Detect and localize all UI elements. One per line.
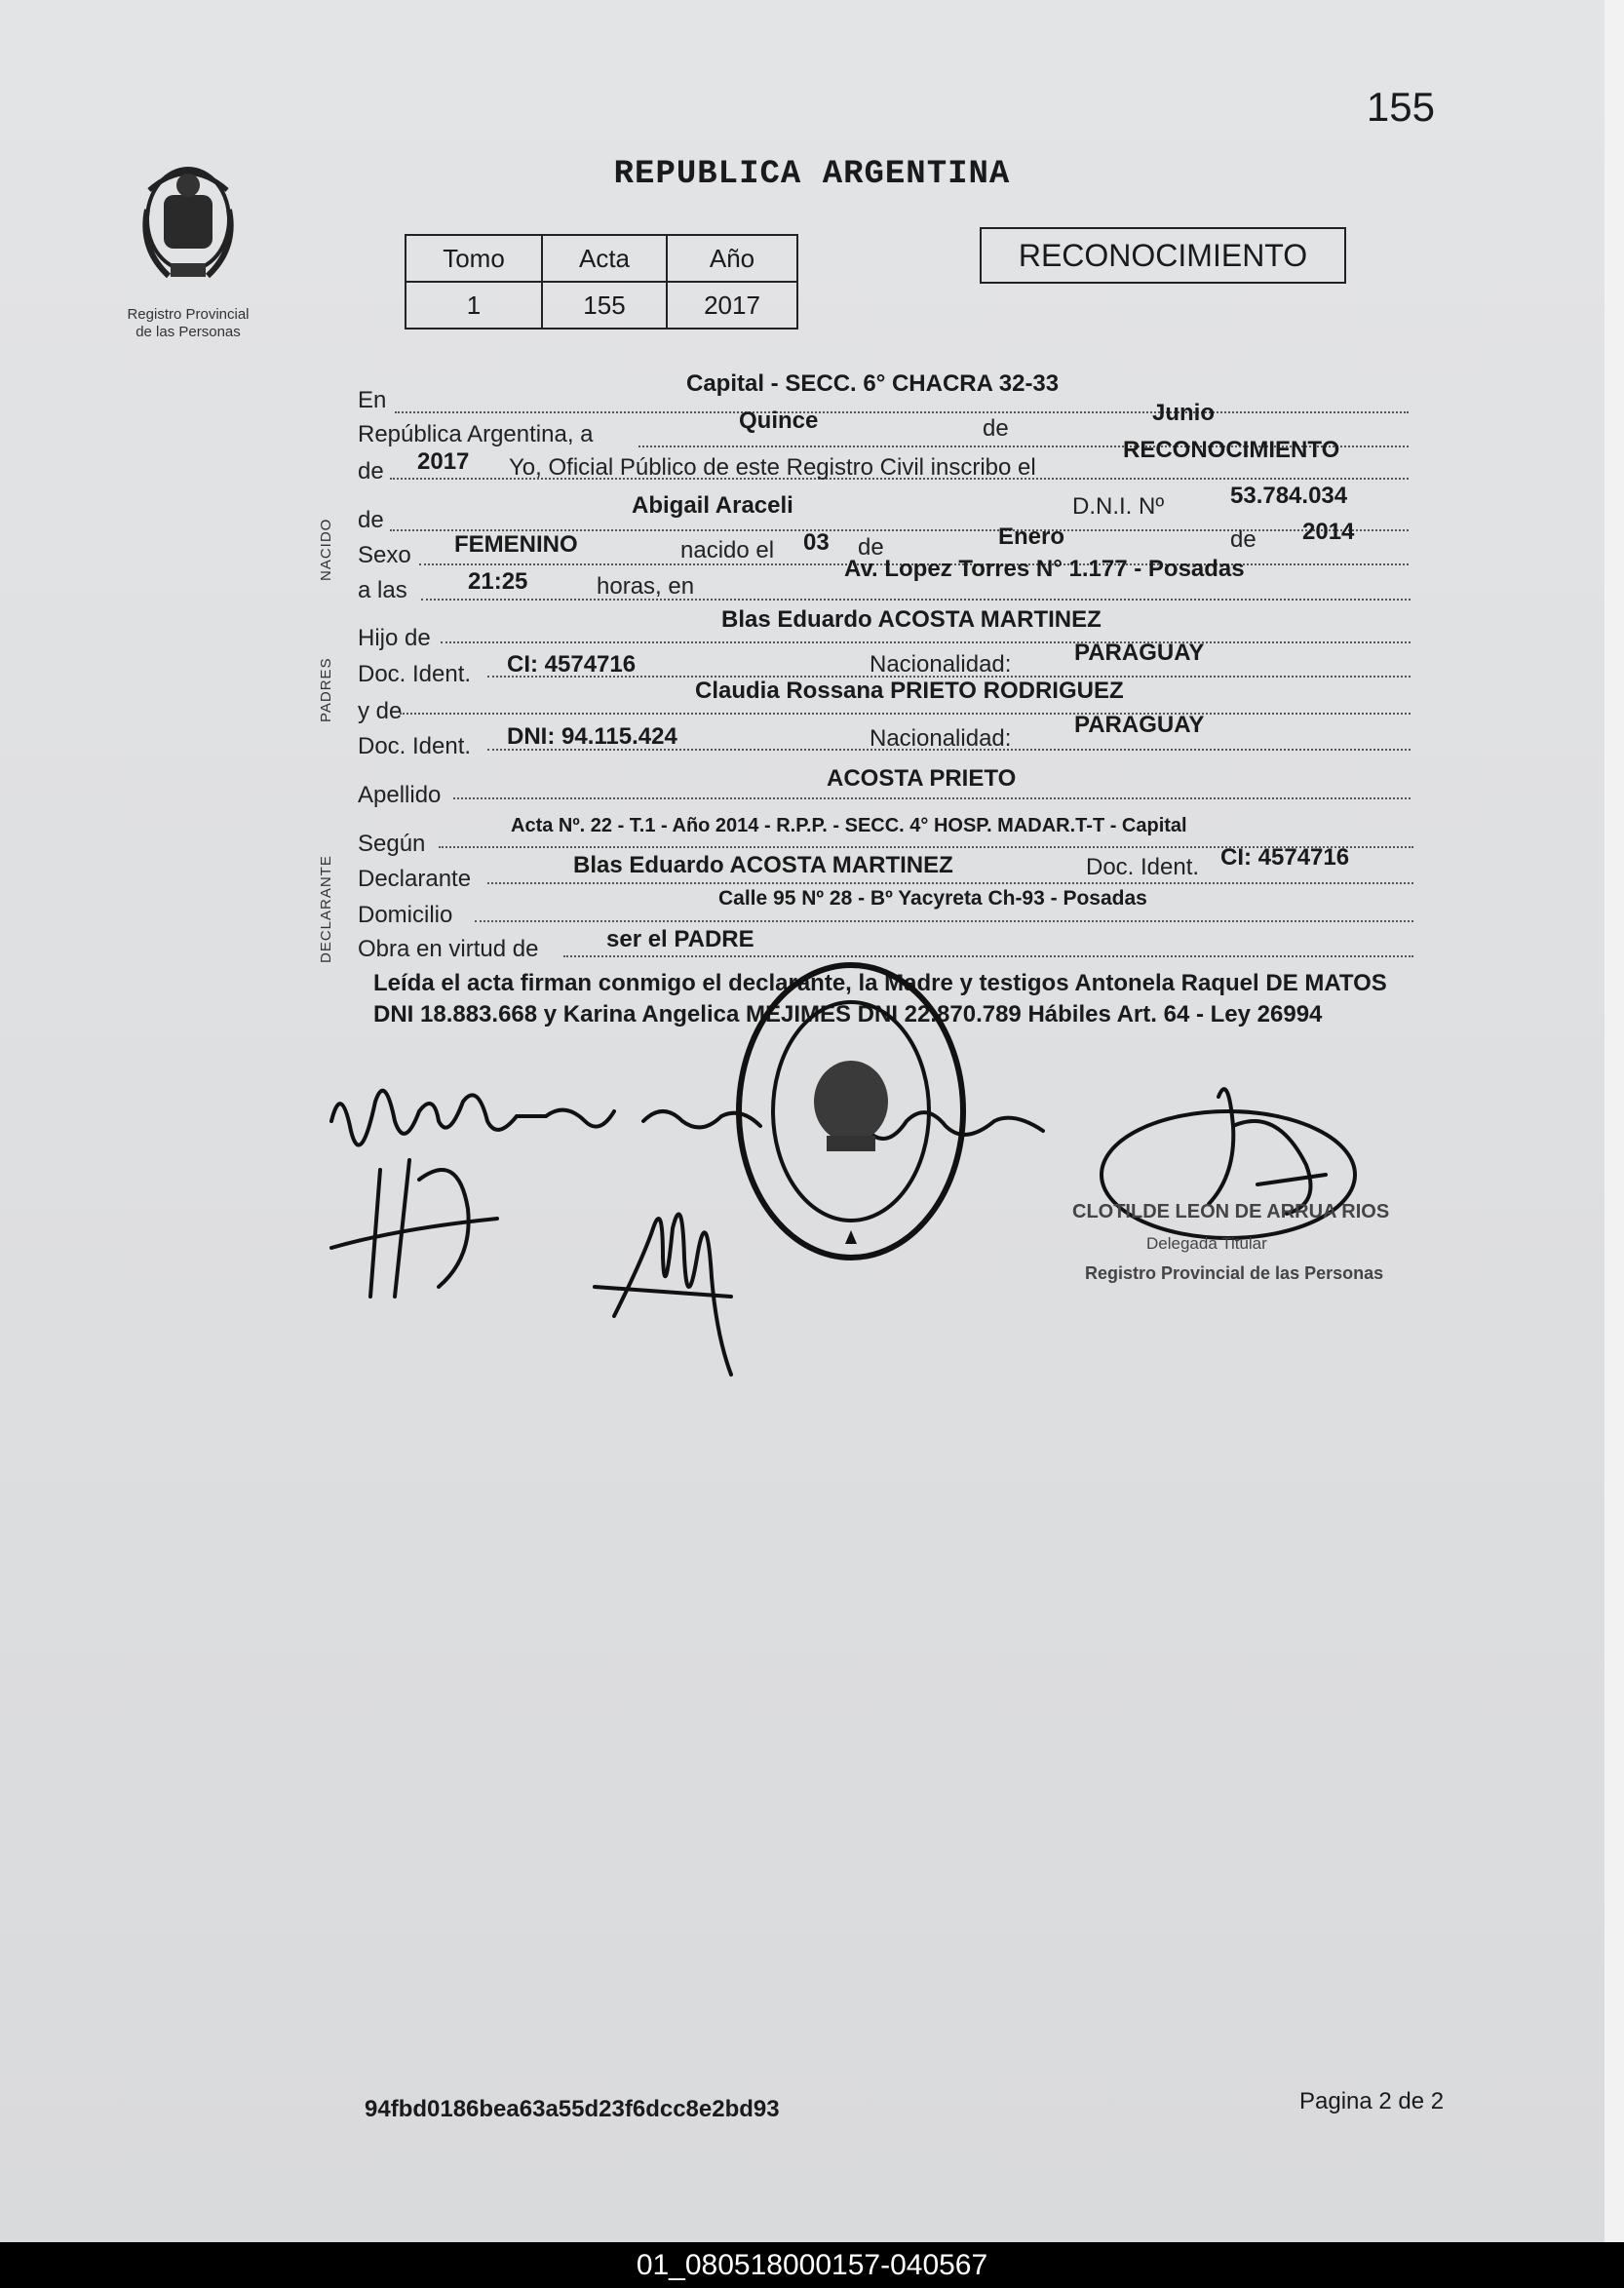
- value-dni: 53.784.034: [1230, 483, 1348, 509]
- page-indicator: Pagina 2 de 2: [1299, 2088, 1445, 2114]
- value-apellido: ACOSTA PRIETO: [827, 765, 1017, 792]
- official-seal-icon: [729, 955, 973, 1267]
- dotted-line: [441, 641, 1411, 643]
- value-sexo: FEMENINO: [454, 531, 578, 558]
- label-republica: República Argentina, a: [358, 421, 594, 447]
- label-nacido-el: nacido el: [680, 537, 775, 563]
- page-number: 155: [1366, 84, 1435, 130]
- label-doc-ident-1: Doc. Ident.: [358, 661, 472, 687]
- page-edge: [1605, 0, 1624, 2242]
- signatures-icon: [322, 1063, 1102, 1394]
- label-de-year: de: [358, 458, 384, 485]
- value-anio-nac: 2014: [1302, 519, 1355, 545]
- value-dia: Quince: [739, 407, 819, 434]
- dotted-line: [395, 411, 1409, 413]
- value-lugar-nac: Av. Lopez Torres N° 1.177 - Posadas: [844, 556, 1245, 582]
- value-nombre: Abigail Araceli: [632, 492, 793, 519]
- closing-text: Leída el acta firman conmigo el declarante, la Madre y testigos Antonela Raquel DE MATOS DNI 18.883.668 y Karina Angelica MEJIMES DNI 22.870.789 Hábiles Art. 64 - Ley 26994: [373, 970, 1387, 1028]
- stamp-official-name: CLOTILDE LEON DE ARRUA RIOS: [1072, 1201, 1390, 1222]
- value-lugar: Capital - SECC. 6° CHACRA 32-33: [686, 370, 1060, 397]
- value-dia-nac: 03: [803, 529, 830, 556]
- dotted-line: [475, 920, 1413, 922]
- value-nac-madre: PARAGUAY: [1074, 712, 1205, 738]
- label-de-month: de: [983, 415, 1009, 442]
- side-label-nacido: NACIDO: [318, 518, 334, 581]
- value-acta: 155: [542, 282, 667, 329]
- label-declarante: Declarante: [358, 866, 472, 892]
- logo-caption-line-1: Registro Provincial: [127, 306, 250, 323]
- value-nac-padre: PARAGUAY: [1074, 640, 1205, 666]
- value-doc-declarante: CI: 4574716: [1220, 844, 1350, 871]
- record-type-box: RECONOCIMIENTO: [980, 227, 1346, 284]
- logo-caption-line-2: de las Personas: [135, 324, 241, 340]
- file-id-bar: 01_080518000157-040567: [0, 2242, 1624, 2288]
- side-label-declarante: DECLARANTE: [318, 855, 334, 963]
- value-anio: 2017: [667, 282, 797, 329]
- label-nacionalidad-2: Nacionalidad:: [870, 725, 1012, 752]
- label-doc-ident-2: Doc. Ident.: [358, 733, 472, 759]
- header-acta: Acta: [542, 235, 667, 282]
- label-sexo: Sexo: [358, 542, 411, 568]
- value-mes-nac: Enero: [998, 524, 1065, 550]
- label-de-name: de: [358, 507, 384, 533]
- value-domicilio: Calle 95 Nº 28 - Bº Yacyreta Ch-93 - Posadas: [718, 887, 1147, 910]
- label-oficial: Yo, Oficial Público de este Registro Civil inscribo el: [509, 454, 1036, 481]
- label-y-de: y de: [358, 698, 403, 724]
- document-title: REPUBLICA ARGENTINA: [613, 156, 1011, 193]
- label-hijo-de: Hijo de: [358, 625, 431, 651]
- label-a-las: a las: [358, 577, 407, 603]
- official-signature-icon: [1092, 1067, 1384, 1262]
- header-tomo: Tomo: [406, 235, 542, 282]
- dotted-line: [400, 713, 1411, 715]
- header-anio: Año: [667, 235, 797, 282]
- label-segun: Según: [358, 831, 426, 857]
- value-acto: RECONOCIMIENTO: [1123, 437, 1340, 463]
- value-doc-padre: CI: 4574716: [507, 651, 637, 678]
- label-horas-en: horas, en: [597, 573, 695, 600]
- value-padre: Blas Eduardo ACOSTA MARTINEZ: [721, 606, 1102, 633]
- value-hora: 21:25: [468, 568, 528, 595]
- label-obra: Obra en virtud de: [358, 936, 539, 962]
- stamp-office: Registro Provincial de las Personas: [1085, 1263, 1384, 1283]
- register-table: [405, 234, 798, 330]
- value-madre: Claudia Rossana PRIETO RODRIGUEZ: [695, 678, 1124, 704]
- value-declarante: Blas Eduardo ACOSTA MARTINEZ: [573, 852, 953, 878]
- value-obra: ser el PADRE: [606, 926, 754, 952]
- label-apellido: Apellido: [358, 782, 442, 808]
- label-dni: D.N.I. Nº: [1072, 493, 1165, 520]
- value-segun: Acta Nº. 22 - T.1 - Año 2014 - R.P.P. - SECC. 4° HOSP. MADAR.T-T - Capital: [511, 815, 1187, 836]
- label-de-birth-year: de: [1230, 526, 1257, 553]
- dotted-line: [487, 882, 1413, 884]
- value-anio: 2017: [417, 448, 470, 475]
- value-tomo: 1: [406, 282, 542, 329]
- value-doc-madre: DNI: 94.115.424: [507, 723, 677, 750]
- label-doc-ident-3: Doc. Ident.: [1086, 854, 1200, 880]
- label-en: En: [358, 387, 387, 413]
- label-nacionalidad-1: Nacionalidad:: [870, 651, 1012, 678]
- side-label-padres: PADRES: [318, 657, 334, 722]
- label-domicilio: Domicilio: [358, 902, 453, 928]
- dotted-line: [421, 599, 1411, 601]
- dotted-line: [563, 955, 1413, 957]
- value-mes: Junio: [1152, 400, 1215, 426]
- stamp-official-title: Delegada Titular: [1146, 1234, 1267, 1253]
- label-de-day: de: [858, 534, 884, 561]
- dotted-line: [453, 797, 1411, 799]
- document-hash: 94fbd0186bea63a55d23f6dcc8e2bd93: [365, 2096, 780, 2122]
